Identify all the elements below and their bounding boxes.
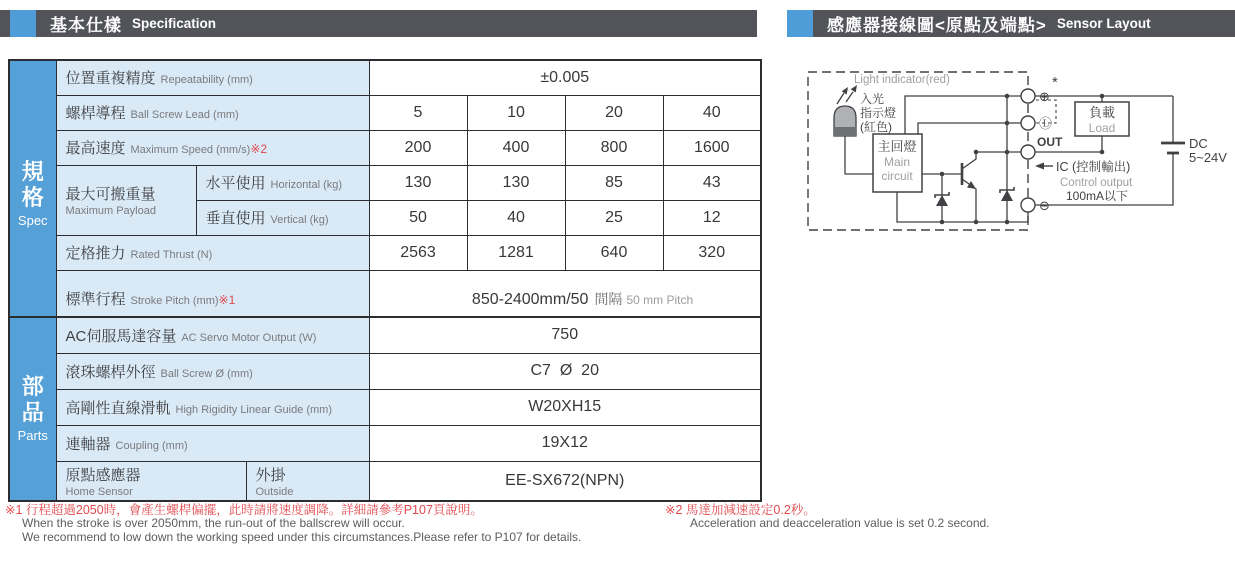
value-cell: 43: [663, 165, 761, 200]
row-label-coupling: [56, 425, 369, 461]
value-cell: 85: [565, 165, 663, 200]
led-indicator-icon: [834, 106, 856, 136]
load-cjk: 負載: [1088, 105, 1116, 120]
sidebar-cjk: 規格: [21, 159, 44, 211]
dc-label-line1: DC: [1189, 136, 1208, 151]
label-en: Ball Screw Ø (mm): [160, 367, 253, 380]
value-cell: 40: [663, 95, 761, 130]
control-output-label: Control output: [1060, 177, 1133, 189]
value-cell: 130: [467, 165, 565, 200]
load-en: Load: [1088, 121, 1116, 135]
label-cjk: 外掛: [255, 466, 286, 484]
out-label: OUT: [1037, 135, 1063, 149]
value-cell: 50: [369, 200, 467, 235]
footnote-2: [665, 503, 990, 531]
row-sublabel-vertical: [196, 200, 369, 235]
load-box: [1075, 102, 1129, 136]
table-row: [9, 235, 761, 270]
plus-terminal-symbol: ⊕: [1039, 89, 1050, 104]
row-sublabel-horizontal: [196, 165, 369, 200]
spec-sidebar: [9, 60, 56, 328]
sensor-section-header: [787, 10, 1235, 37]
footnote-1-en-line2: We recommend to low down the working speed under this circumstances.Please refer to P107 for details.: [22, 529, 582, 544]
value-cell: 1600: [663, 130, 761, 165]
row-label-home-sensor: [56, 461, 246, 501]
value-cell: C7 Ø 20: [369, 353, 761, 389]
l-terminal-symbol: Ⓛ: [1039, 116, 1053, 131]
main-circuit-en1: Main: [883, 155, 911, 169]
sidebar-cjk: 部品: [21, 374, 44, 426]
value-cell: 25: [565, 200, 663, 235]
label-en: High Rigidity Linear Guide (mm): [175, 403, 333, 416]
stroke-range: 850-2400mm/50: [471, 290, 589, 308]
label-cjk: 水平使用: [205, 175, 266, 192]
label-en: Home Sensor: [65, 485, 133, 498]
value-cell: 2563: [369, 235, 467, 270]
label-en: Rated Thrust (N): [130, 249, 213, 261]
blue-square-icon: [787, 10, 813, 37]
table-row: [9, 95, 761, 130]
value-cell: 40: [467, 200, 565, 235]
footnote-1-cjk: ※1 行程超過2050時，會產生螺桿偏擺，此時請將速度調降。詳細請參考P107頁說明。: [5, 503, 483, 517]
label-cjk: 滾珠螺桿外徑: [65, 363, 156, 381]
sensor-header-en: Sensor Layout: [1056, 16, 1151, 31]
label-cjk: 原點感應器: [65, 466, 141, 484]
footnote-1-en-line1: When the stroke is over 2050mm, the run-out of the ballscrew will occur.: [22, 516, 405, 531]
spec-header-en: Specification: [132, 16, 217, 31]
table-row: [9, 461, 761, 501]
value-cell: EE-SX672(NPN): [369, 461, 761, 501]
value-cell: 12: [663, 200, 761, 235]
value-cell: W20XH15: [369, 389, 761, 425]
blue-square-icon: [10, 10, 36, 37]
in-light-label: 入光: [860, 92, 885, 106]
row-label-payload: [56, 165, 196, 235]
value-cell: 10: [467, 95, 565, 130]
sensor-wiring-diagram: [790, 56, 1235, 251]
label-en: Repeatability (mm): [160, 74, 253, 87]
stroke-pitch-en: 50 mm Pitch: [626, 292, 694, 307]
spec-header-cjk: 基本仕樣: [50, 16, 122, 35]
star-mark: *: [1052, 74, 1058, 91]
footnote-2-cjk: ※2 馬達加減速設定0.2秒。: [665, 503, 816, 517]
value-cell: 19X12: [369, 425, 761, 461]
label-en: Horizontal (kg): [270, 179, 343, 191]
main-circuit-en2: circuit: [881, 169, 913, 183]
sidebar-en: Parts: [17, 428, 48, 444]
footnote-1: [5, 503, 581, 544]
light-indicator-label: Light indicator(red): [854, 74, 950, 86]
sensor-header-cjk: 感應器接線圖<原點及端點>: [827, 16, 1047, 35]
row-label-repeatability: [56, 60, 369, 95]
label-en: Coupling (mm): [115, 439, 188, 452]
ic-label: IC (控制輸出): [1056, 160, 1131, 174]
label-cjk: 定格推力: [65, 245, 126, 262]
label-en: Outside: [255, 485, 294, 498]
value-cell: 5: [369, 95, 467, 130]
table-row: [9, 165, 761, 200]
value-cell: 1281: [467, 235, 565, 270]
dc-label-line2: 5~24V: [1189, 150, 1227, 165]
label-cjk: AC伺服馬達容量: [65, 327, 177, 345]
value-cell: 640: [565, 235, 663, 270]
current-limit-label: 100mA以下: [1066, 189, 1129, 203]
red-color-label: (紅色): [860, 120, 892, 134]
value-cell: 750: [369, 317, 761, 353]
table-row: [9, 389, 761, 425]
indicator-lamp-label: 指示燈: [860, 106, 897, 120]
main-circuit-cjk: 主回燈: [877, 139, 917, 154]
battery-icon: [1161, 143, 1185, 153]
row-sublabel-outside: [246, 461, 369, 501]
value-cell: 20: [565, 95, 663, 130]
light-arrows-icon: [837, 85, 857, 104]
value-cell: ±0.005: [369, 60, 761, 95]
footnote-ref: ※1: [218, 293, 236, 307]
label-cjk: 連軸器: [65, 435, 111, 453]
ic-arrow-icon: [1035, 163, 1053, 170]
stroke-interval-cjk: 間隔: [594, 290, 623, 307]
main-circuit-box: [873, 134, 922, 192]
parts-sidebar: [9, 317, 56, 501]
label-en: Maximum Speed (mm/s): [130, 144, 251, 156]
minus-terminal-symbol: ⊖: [1039, 198, 1050, 213]
row-label-speed: [56, 130, 369, 165]
label-cjk: 垂直使用: [205, 210, 266, 227]
row-label-lead: [56, 95, 369, 130]
value-cell: 800: [565, 130, 663, 165]
spec-section-header: [0, 10, 757, 37]
label-en: Ball Screw Lead (mm): [130, 109, 239, 121]
value-cell: 400: [467, 130, 565, 165]
parts-table: [8, 316, 762, 502]
row-label-thrust: [56, 235, 369, 270]
value-cell: 200: [369, 130, 467, 165]
label-cjk: 標準行程: [65, 291, 126, 308]
value-cell: 320: [663, 235, 761, 270]
label-en: Maximum Payload: [65, 205, 156, 217]
value-cell: 130: [369, 165, 467, 200]
label-cjk: 最大可搬重量: [65, 186, 156, 203]
table-row: [9, 317, 761, 353]
sidebar-en: Spec: [17, 213, 48, 229]
footnote-2-en: Acceleration and deacceleration value is set 0.2 second.: [690, 516, 990, 531]
row-label-motor: [56, 317, 369, 353]
label-cjk: 高剛性直線滑軌: [65, 399, 171, 417]
label-cjk: 位置重複精度: [65, 70, 156, 88]
label-en: Stroke Pitch (mm): [130, 295, 219, 307]
table-row: [9, 60, 761, 95]
label-en: Vertical (kg): [270, 214, 329, 226]
row-label-guide: [56, 389, 369, 425]
table-row: [9, 425, 761, 461]
label-cjk: 螺桿導程: [65, 105, 126, 122]
table-row: [9, 353, 761, 389]
table-row: [9, 130, 761, 165]
label-en: AC Servo Motor Output (W): [181, 331, 317, 344]
spec-table: [8, 59, 762, 329]
footnote-ref: ※2: [250, 142, 268, 156]
label-cjk: 最高速度: [65, 140, 126, 157]
row-label-screw: [56, 353, 369, 389]
